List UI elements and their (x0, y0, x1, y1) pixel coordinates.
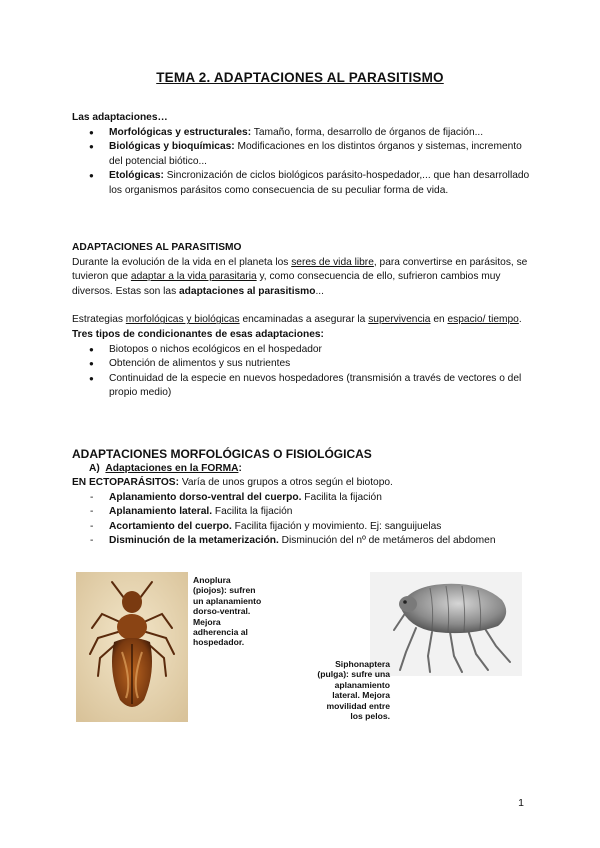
page-number: 1 (518, 797, 524, 809)
list-item: ● Biológicas y bioquímicas: Modificaciones en los distintos órganos y sistemas, incremento del potencial biótico... (72, 140, 532, 169)
intro-list (72, 126, 532, 199)
list-item: ● Obtención de alimentos y sus nutrientes (72, 357, 532, 372)
list-item: ● Continuidad de la especie en nuevos hospedadores (transmisión a través de vectores o del propio medio) (72, 372, 532, 401)
paragraph-estrategias: Estrategias morfológicas y biológicas encaminadas a asegurar la supervivencia en espacio/ tiempo. (72, 314, 522, 326)
louse-image (76, 572, 188, 722)
ectoparasitos-line: EN ECTOPARÁSITOS: Varía de unos grupos a otros según el biotopo. (72, 477, 393, 488)
section-heading: ADAPTACIONES MORFOLÓGICAS O FISIOLÓGICAS (72, 447, 372, 461)
flea-image (370, 572, 522, 676)
page-title: TEMA 2. ADAPTACIONES AL PARASITISMO (156, 70, 444, 85)
paragraph-evolucion: Durante la evolución de la vida en el planeta los seres de vida libre, para convertirse en parásitos, se tuvieron que adaptar a la vida parasitaria y, como consecuencia de ello, sufrieron cambios muy diversos. Estas son las adaptaciones al parasitismo... (72, 256, 528, 297)
conditions-heading: Tres tipos de condicionantes de esas adaptaciones: (72, 328, 324, 340)
conditions-list (72, 343, 532, 401)
list-item: - Disminución de la metamerización. Disminución del nº de metámeros del abdomen (72, 534, 532, 549)
section-heading: ADAPTACIONES AL PARASITISMO (72, 242, 242, 253)
list-item: ● Etológicas: Sincronización de ciclos biológicos parásito-hospedador,... que han desarrollado los organismos parásitos como consecuencia de su peculiar forma de vida. (72, 169, 532, 198)
ectoparasitos-block (72, 476, 532, 549)
intro-heading: Las adaptaciones… (72, 112, 168, 123)
list-item: - Aplanamiento lateral. Facilita la fijación (72, 505, 532, 520)
list-item: - Aplanamiento dorso-ventral del cuerpo. Facilita la fijación (72, 491, 532, 506)
intro-section (72, 111, 532, 199)
section-adaptaciones (72, 241, 532, 401)
ecto-list (72, 491, 532, 549)
list-item: ● Biotopos o nichos ecológicos en el hospedador (72, 343, 532, 358)
section-morfologicas (72, 447, 532, 476)
subsection-forma: A) Adaptaciones en la FORMA: (89, 462, 242, 474)
list-item: ● Morfológicas y estructurales: Tamaño, forma, desarrollo de órganos de fijación... (72, 126, 532, 141)
flea-caption: Siphonaptera (pulga): sufre una aplanamiento lateral. Mejora movilidad entre los pelos. (317, 659, 390, 722)
louse-caption: Anoplura (piojos): sufren un aplanamiento dorso-ventral. Mejora adherencia al hospedador. (193, 575, 262, 648)
list-item: - Acortamiento del cuerpo. Facilita fijación y movimiento. Ej: sanguijuelas (72, 520, 532, 535)
